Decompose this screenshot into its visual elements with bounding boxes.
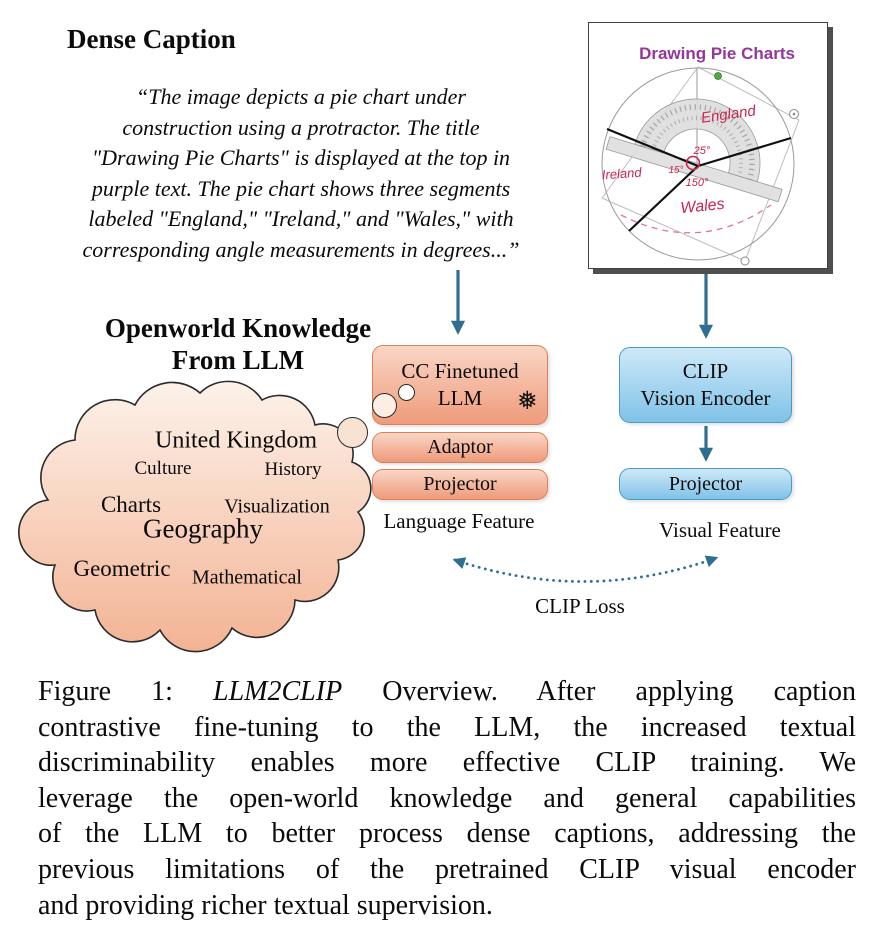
language-projector-label: Projector bbox=[423, 473, 497, 495]
adaptor-label: Adaptor bbox=[427, 436, 493, 458]
visual-projector-box bbox=[619, 468, 792, 500]
angle-label-15: 15° bbox=[668, 165, 684, 176]
cloud-word: Culture bbox=[134, 458, 192, 479]
green-dot bbox=[715, 73, 722, 80]
cc-finetuned-llm-box bbox=[372, 345, 548, 425]
language-projector-box bbox=[372, 469, 548, 500]
caption-line: leverage the open-world knowledge and general capabilities bbox=[38, 782, 856, 814]
angle-label-150: 150° bbox=[685, 177, 709, 189]
llm-box-line2: LLM bbox=[437, 386, 483, 410]
llm-box-line1: CC Finetuned bbox=[401, 359, 519, 383]
quote-line: "Drawing Pie Charts" is displayed at the top in bbox=[91, 145, 511, 170]
caption-line1-rest: Overview. After applying caption bbox=[342, 676, 856, 707]
dense-caption-quote bbox=[22, 82, 580, 265]
selection-handle-icon bbox=[741, 257, 749, 265]
thought-bubble-icon bbox=[337, 417, 368, 448]
caption-figure-number: Figure 1: bbox=[38, 676, 214, 707]
whiteboard-title: Drawing Pie Charts bbox=[639, 44, 795, 63]
caption-line bbox=[38, 674, 856, 710]
sample-image-panel bbox=[588, 22, 828, 269]
clip-loss-arc bbox=[455, 558, 716, 582]
quote-line: corresponding angle measurements in degrees...” bbox=[82, 236, 520, 262]
caption-line: previous limitations of the pretrained CLIP visual encoder bbox=[38, 853, 856, 885]
openworld-heading-line2: From LLM bbox=[171, 345, 305, 375]
thought-bubble-icon bbox=[398, 384, 415, 401]
quote-line: purple text. The pie chart shows three segments bbox=[91, 175, 511, 201]
openworld-heading-line1: Openworld Knowledge bbox=[104, 313, 372, 343]
cloud-word: History bbox=[264, 459, 322, 480]
segment-label-ireland: Ireland bbox=[601, 164, 643, 183]
segment-label-wales: Wales bbox=[679, 195, 726, 218]
cloud-word: Geometric bbox=[73, 556, 171, 581]
caption-line: contrastive fine-tuning to the LLM, the increased textual bbox=[38, 711, 856, 743]
caption-line: and providing richer textual supervision. bbox=[38, 889, 493, 921]
cloud-word: Mathematical bbox=[192, 566, 302, 589]
language-feature-label: Language Feature bbox=[383, 509, 535, 533]
quote-line: “The image depicts a pie chart under bbox=[136, 84, 466, 109]
snowflake-icon: ❅ bbox=[517, 386, 538, 415]
pie-chart-drawing bbox=[589, 23, 826, 267]
dense-caption-heading: Dense Caption bbox=[67, 24, 236, 54]
openworld-heading bbox=[58, 312, 418, 376]
clip-loss-label: CLIP Loss bbox=[535, 594, 625, 618]
visual-projector-label: Projector bbox=[668, 472, 743, 495]
segment-label-england: England bbox=[699, 102, 757, 127]
adaptor-box bbox=[372, 432, 548, 463]
quote-line: construction using a protractor. The title bbox=[122, 114, 480, 140]
cloud-word: Geography bbox=[143, 513, 263, 544]
encoder-line2: Vision Encoder bbox=[640, 386, 771, 410]
visual-feature-label: Visual Feature bbox=[659, 518, 781, 542]
figure-caption bbox=[38, 674, 856, 923]
cloud-word: Charts bbox=[100, 492, 162, 517]
caption-line: discriminability enables more effective CLIP training. We bbox=[38, 747, 856, 779]
quote-line: labeled "England," "Ireland," and "Wales," with bbox=[88, 206, 514, 231]
angle-label-25: 25° bbox=[693, 145, 711, 157]
cloud-word: United Kingdom bbox=[155, 427, 317, 454]
cloud-word: Visualization bbox=[224, 495, 330, 518]
caption-line: of the LLM to better process dense captions, addressing the bbox=[38, 818, 856, 850]
encoder-line1: CLIP bbox=[682, 359, 729, 383]
thought-bubble-icon bbox=[372, 393, 397, 418]
caption-method-name: LLM2CLIP bbox=[213, 676, 343, 707]
clip-vision-encoder-box bbox=[619, 347, 792, 423]
selection-handle-dot bbox=[793, 113, 796, 116]
